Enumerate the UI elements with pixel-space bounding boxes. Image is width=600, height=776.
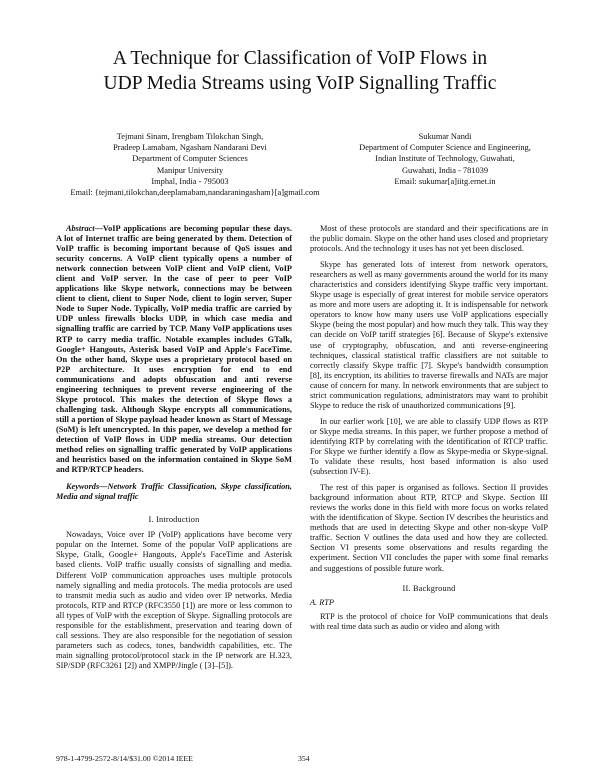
section-heading-background: II. Background (402, 583, 456, 593)
email-left-text: Email: {tejmani,tilokchan,deeplamabam,nandaraningasham}[a]gmail.com (70, 188, 320, 197)
author-names-1: Tejmani Sinam, Irengbam Tilokchan Singh, (116, 132, 264, 141)
section-heading-introduction: I. Introduction (148, 515, 200, 525)
right-paragraph-1: Most of these protocols are standard and their specifications are in the public domain. Skype on the other hand uses closed and proprietary protocols. And the technology it uses has not yet been disclosed. (310, 224, 548, 254)
page-number: 354 (298, 754, 310, 763)
author-institute-right: Indian Institute of Technology, Guwahati, (375, 154, 515, 164)
subsection-heading-rtp: A. RTP (310, 597, 334, 607)
title-line-1: A Technique for Classification of VoIP Flows in (112, 48, 488, 69)
authors-left-block (60, 131, 320, 187)
paper-title (40, 46, 560, 96)
author-name-right: Sukumar Nandi (418, 132, 472, 141)
title-line-2: UDP Media Streams using VoIP Signalling Traffic (103, 73, 497, 94)
abstract-lead: Abstract (66, 224, 95, 233)
author-email-left (30, 187, 360, 198)
right-paragraph-5: RTP is the protocol of choice for VoIP communications that deals with real time data such as audio or video and along with (310, 611, 548, 631)
right-paragraph-2: Skype has generated lots of interest from network operators, researchers as well as many governments around the world for its many characteristics and considers identifying Skype traffic very important. Skype usage is especially of great interest for mobile service operators as more and more users are adopting it. It is indispensable for network operators to know how many users use VoIP applications especially Skype (being the most popular) and how much they talk. This way they can decide on VoIP tariff strategies [6]. Because of Skype's extensive use of cryptography, obfuscation, and anti reverse-engineering techniques, classical statistical traffic classifiers are not suitable to correctly classify Skype traffic [7]. Skype's bandwidth consumption [8], its encryption, its abilities to traverse firewalls and NATs are major cause of concern for many. In network environments that are subject to strict communication regulations, administrators may want to prohibit Skype to reduce the risk of unauthorized communications [9]. (310, 260, 549, 410)
author-department: Department of Computer Sciences (132, 154, 248, 164)
right-column (310, 224, 548, 632)
author-names-2: Pradeep Lamabam, Ngasham Nandarani Devi (113, 143, 267, 153)
author-university: Manipur University (156, 165, 224, 175)
author-department-right: Department of Computer Science and Engineering, (359, 143, 531, 153)
author-email-right: Email: sukumar[a]iitg.ernet.in (394, 176, 496, 186)
right-paragraph-4: The rest of this paper is organised as follows. Section II provides background information about RTP, RTCP and Skype. Section III reviews the works done in this field with more focus on works related with the identification of Skype. Section IV describes the heuristics and methods that are used in detecting Skype and other non-skype VoIP traffic. Section V outlines the data used and how they are collected. Section VI presents some observations and results regarding the experiment. Section VII concludes the paper with some final remarks and suggestions of possible future work. (310, 483, 548, 573)
intro-paragraph-1: Nowadays, Voice over IP (VoIP) applications have become very popular on the Internet. Some of the popular VoIP applications are Skype, Gtalk, Google+ Hangouts, Apple's FaceTime and Asterisk based clients. VoIP traffic usually consists of signalling and media. Different VoIP communication approaches uses multiple protocols namely signalling and media protocols. The media protocols are used to transmit media such as audio and video over IP networks. Media protocols, RTP and RTCP (RFC3550 [1]) are more or less common to all types of VoIP with the exception of Skype. Signalling protocols are responsible for the establishment, preservation and tearing down of call sessions. They are also responsible for the negotiation of session parameters such as codecs, tones, bandwidth capabilities, etc. The main signalling protocol/protocol stack in the IP network are H.323, SIP/SDP (RFC3261 [2]) and XMPP/Jingle ( [3]–[5]). (56, 530, 292, 670)
author-city: Imphal, India - 795003 (151, 176, 229, 186)
abstract-text: —VoIP applications are becoming popular these days. A lot of Internet traffic are being generated by them. Detection of VoIP traffic is becoming important because of QoS issues and security concerns. A VoIP client typically opens a number of network connection between VoIP client and VoIP client, VoIP client and VoIP server. In the case of peer to peer VoIP applications like Skype network, connections may be between client to client, client to Super Node, client to login server, Super Node to Super Node. Typically, VoIP media traffic are carried by UDP unless firewalls blocks UDP, in which case media and signalling traffic are carried by TCP. Many VoIP applications uses RTP to carry media traffic. Notable examples includes GTalk, Google+ Hangouts, Asterisk based VoIP and Apple's FaceTime. On the other hand, Skype uses a proprietary protocol based on P2P architecture. It uses encryption for end to end communications and adopts obfuscation and anti reverse engineering techniques to prevent reverse engineering of the Skype protocol. This makes the detection of Skype flows a challenging task. Although Skype encrypts all communications, still a portion of Skype payload header known as Start of Message (SoM) is left unencrypted. In this paper, we develop a method for detection of VoIP flows in UDP media streams. Our detection method relies on signalling traffic generated by VoIP applications and heuristics based on the information contained in Skype SoM and RTP/RTCP headers. (56, 224, 292, 475)
abstract (56, 224, 292, 475)
author-city-right: Guwahati, India - 781039 (401, 165, 489, 175)
right-paragraph-3: In our earlier work [10], we are able to classify UDP flows as RTP or Skype media streams. In this paper, we further propose a method of identifying RTP by correlating with the identification of RTCP traffic. For Skype we further identify a flow as Skype-media or Skype-signal. To validate these results, host based information is also used (subsection IV-E). (310, 416, 548, 477)
keywords: Keywords—Network Traffic Classification, Skype classification, Media and signal traffic (56, 482, 292, 502)
authors-right-block (320, 131, 570, 187)
footer-copyright: 978-1-4799-2572-8/14/$31.00 ©2014 IEEE (56, 754, 193, 763)
left-column (56, 224, 292, 671)
